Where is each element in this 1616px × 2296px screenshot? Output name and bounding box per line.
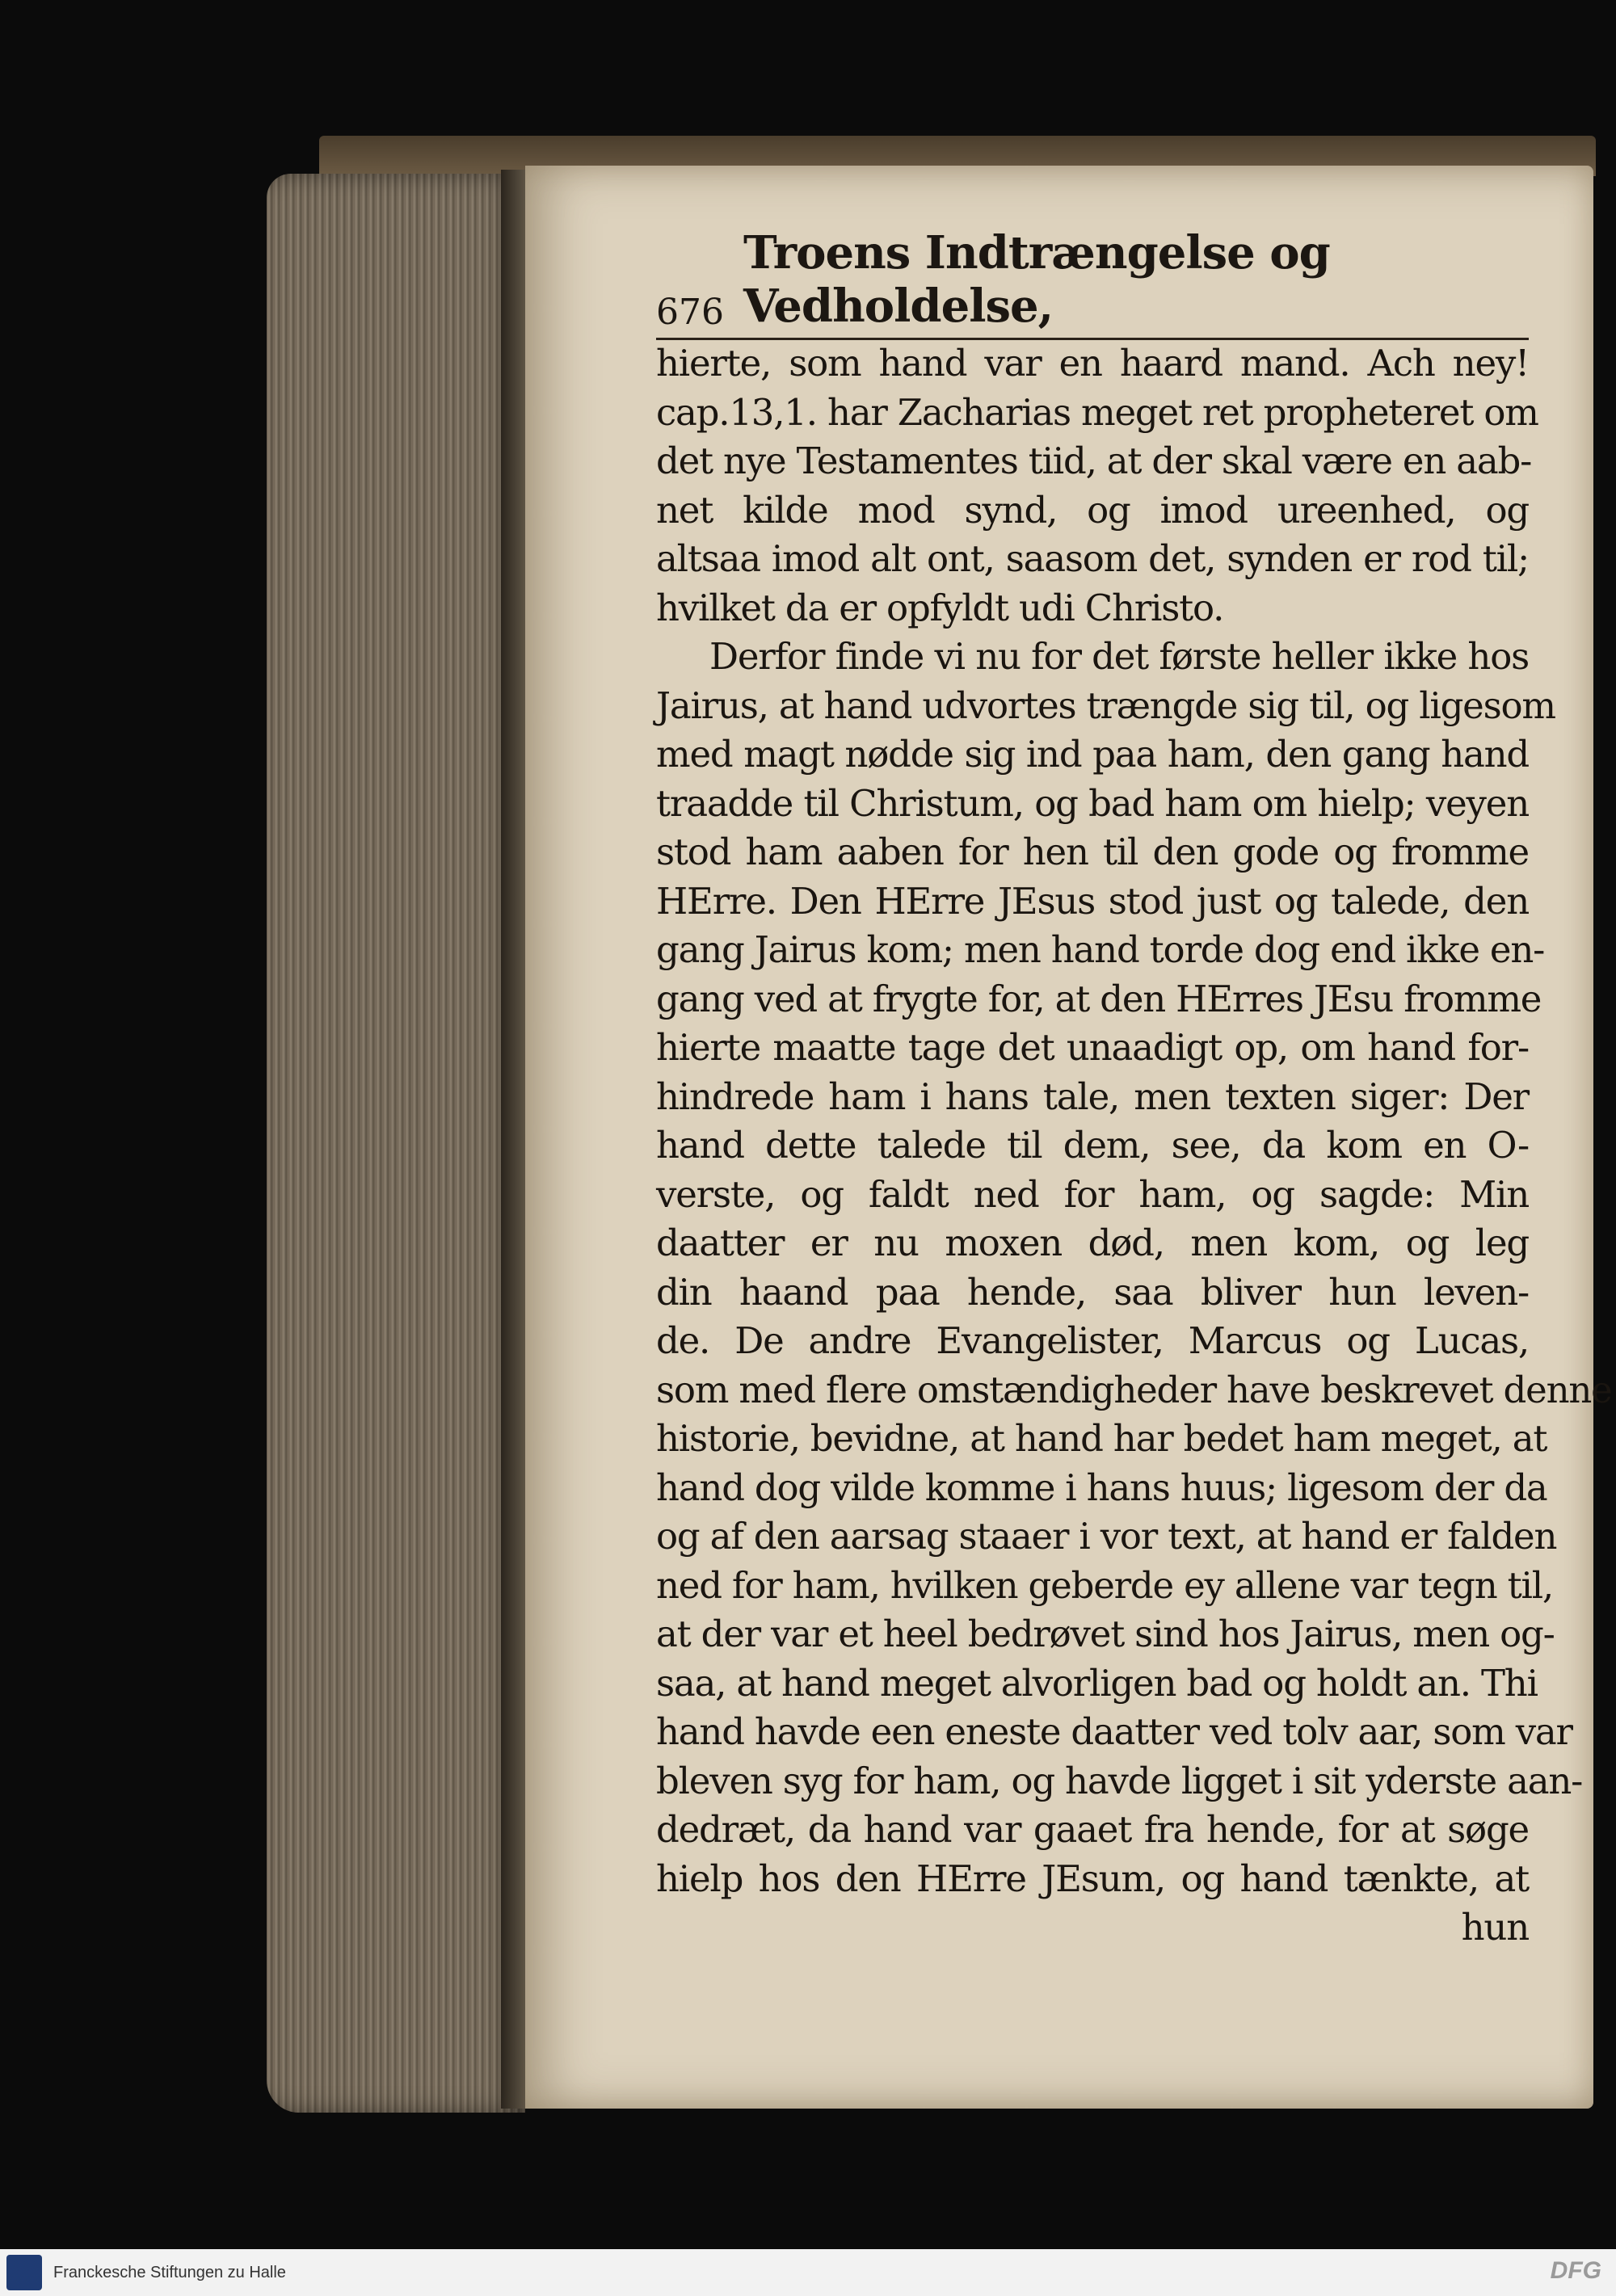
page-number: 676 <box>656 292 724 333</box>
text-line: daatter er nu moxen død, men kom, og leg <box>656 1222 1529 1264</box>
running-head <box>656 226 1529 340</box>
text-line: det nye Testamentes tiid, at der skal være en aab- <box>656 439 1532 482</box>
text-line: hielp hos den HErre JEsum, og hand tænkte, at <box>656 1857 1529 1900</box>
viewer-footer <box>0 2249 1616 2296</box>
text-line: hindrede ham i hans tale, men texten siger: Der <box>656 1074 1529 1118</box>
text-line: at der var et heel bedrøvet sind hos Jairus, men og- <box>656 1613 1555 1655</box>
text-line: med magt nødde sig ind paa ham, den gang hand <box>656 733 1529 776</box>
text-line: net kilde mod synd, og imod ureenhed, og <box>656 488 1529 532</box>
text-line: som med flere omstændigheder have beskrevet denne <box>656 1368 1612 1411</box>
text-line: Derfor finde vi nu for det første heller ikke hos <box>709 635 1529 678</box>
text-line: HErre. Den HErre JEsus stod just og talede, den <box>656 879 1529 923</box>
text-line: verste, og faldt ned for ham, og sagde: Min <box>656 1172 1529 1216</box>
text-line: gang Jairus kom; men hand torde dog end ikke en- <box>656 928 1545 971</box>
text-line: cap.13,1. har Zacharias meget ret propheteret om <box>656 390 1538 434</box>
text-line: de. De andre Evangelister, Marcus og Lucas, <box>656 1319 1529 1362</box>
text-line: hvilket da er opfyldt udi Christo. <box>656 586 1224 629</box>
text-line: hand dette talede til dem, see, da kom en O- <box>656 1124 1529 1167</box>
institution-logo-icon <box>6 2255 42 2290</box>
body-text <box>656 339 1612 1953</box>
text-line: og af den aarsag staaer i vor text, at hand er falden <box>656 1515 1557 1558</box>
text-line: gang ved at frygte for, at den HErres JEsu fromme <box>656 977 1542 1020</box>
text-line: dedræt, da hand var gaaet fra hende, for at søge <box>656 1808 1529 1851</box>
text-line: hand havde een eneste daatter ved tolv aar, som var <box>656 1710 1572 1753</box>
text-line: historie, bevidne, at hand har bedet ham meget, at <box>656 1417 1547 1460</box>
text-line: bleven syg for ham, og havde ligget i sit yderste aan- <box>656 1759 1583 1802</box>
text-line: hand dog vilde komme i hans huus; ligesom der da <box>656 1465 1547 1509</box>
text-line: hierte, som hand var en haard mand. Ach ney! <box>656 342 1529 385</box>
text-line: saa, at hand meget alvorligen bad og holdt an. Thi <box>656 1661 1538 1705</box>
text-line: Jairus, at hand udvortes trængde sig til, og ligesom <box>656 683 1555 727</box>
text-line: altsaa imod alt ont, saasom det, synden er rod til; <box>656 537 1529 580</box>
text-line: ned for ham, hvilken geberde ey allene var tegn til, <box>656 1563 1554 1607</box>
text-line: traadde til Christum, og bad ham om hielp; veyen <box>656 781 1529 825</box>
text-line: hierte maatte tage det unaadigt op, om hand for- <box>656 1026 1529 1069</box>
text-line: din haand paa hende, saa bliver hun leven- <box>656 1270 1529 1314</box>
catchword: hun <box>1461 1906 1529 1949</box>
book-fore-edge <box>267 174 525 2113</box>
running-head-title: Troens Indtrængelse og Vedholdelse, <box>743 226 1330 333</box>
dfg-logo: DFG <box>1550 2257 1601 2284</box>
institution-name[interactable]: Franckesche Stiftungen zu Halle <box>53 2263 286 2281</box>
text-line: stod ham aaben for hen til den gode og fromme <box>656 831 1529 873</box>
